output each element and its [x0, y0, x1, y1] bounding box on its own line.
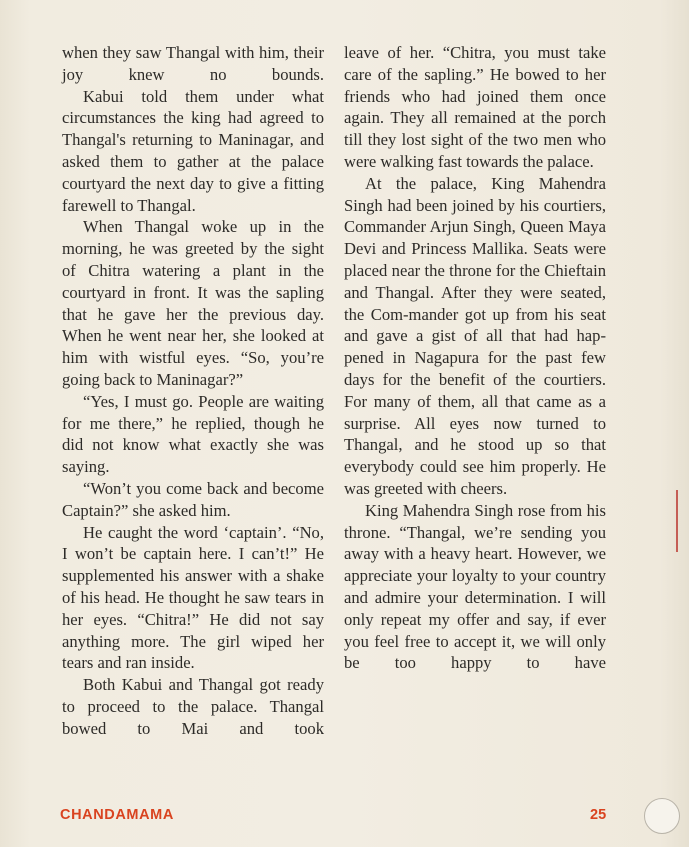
right-text-column — [344, 42, 606, 674]
page-number: 25 — [590, 807, 607, 823]
paragraph: leave of her. “Chitra, you must take care of the sapling.” He bowed to her friends who had joined them once again. They all remained at the porch till they lost sight of the two men who were walking fast towards the palace. — [344, 43, 606, 171]
paragraph: “Yes, I must go. People are waiting for me there,” he replied, though he did not know what exactly she was saying. — [62, 391, 324, 477]
paragraph: “Won’t you come back and become Captain?” she asked him. — [62, 478, 324, 520]
paragraph: He caught the word ‘captain’. “No, I won’t be captain here. I can’t!” He supplemented his answer with a shake of his head. He thought he saw tears in her eyes. “Chitra!” He did not say anything more. The girl wiped her tears and ran inside. — [62, 522, 324, 673]
paragraph: Kabui told them under what circumstances the king had agreed to Thangal's returning to Maninagar, and asked them to gather at the palace courtyard the next day to give a fitting farewell to Thangal. — [62, 86, 324, 215]
paragraph: When Thangal woke up in the morning, he was greeted by the sight of Chitra watering a plant in the courtyard in front. It was the sapling that he gave her the previous day. When he went near her, she looked at him with wistful eyes. “So, you’re going back to Maninagar?” — [62, 217, 324, 389]
margin-mark — [676, 490, 678, 552]
paragraph: when they saw Thangal with him, their joy knew no bounds. — [62, 43, 324, 84]
left-text-column — [62, 42, 324, 740]
library-stamp-icon — [644, 798, 680, 834]
paragraph: Both Kabui and Thangal got ready to proceed to the palace. Thangal bowed to Mai and took — [62, 675, 324, 738]
magazine-title: CHANDAMAMA — [60, 807, 174, 823]
paragraph: At the palace, King Mahendra Singh had been joined by his courtiers, Commander Arjun Singh, Queen Maya Devi and Princess Mallika. Seats were placed near the throne for the Chieftain and Thangal. After they were seated, the Com-mander got up from his seat and gave a gist of all that had hap-pened in Nagapura for the past few days for the benefit of the courtiers. For many of them, all that came as a surprise. All eyes now turned to Thangal, and he stood up so that everybody could see him properly. He was greeted with cheers. — [344, 173, 606, 498]
paragraph: King Mahendra Singh rose from his throne. “Thangal, we’re sending you away with a heavy heart. However, we appreciate your loyalty to your country and admire your determination. I will only repeat my offer and say, if ever you feel free to accept it, we will only be too happy to have — [344, 500, 606, 673]
